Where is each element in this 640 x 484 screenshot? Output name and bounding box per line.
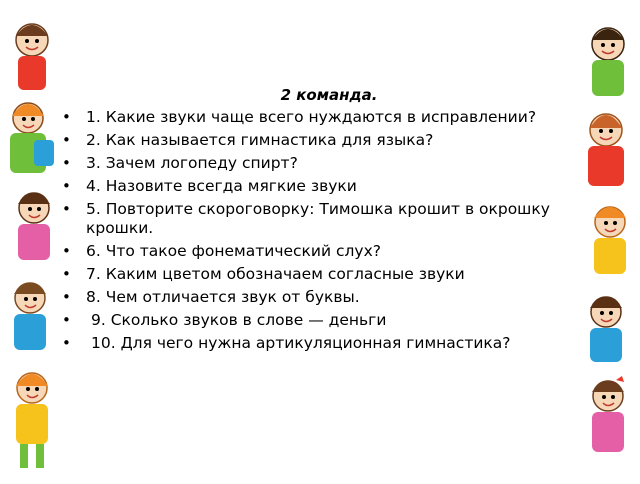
right-children-border: [574, 0, 640, 480]
bullet-icon: •: [62, 154, 71, 172]
bullet-icon: •: [62, 242, 71, 260]
question-text: 7. Каким цветом обозначаем согласные звуки: [86, 265, 465, 283]
bullet-icon: •: [62, 288, 71, 306]
cartoon-children-left-icon: [0, 0, 64, 480]
list-item: [60, 288, 560, 307]
question-text: 6. Что такое фонематический слух?: [86, 242, 381, 260]
list-item: [60, 242, 560, 261]
bullet-icon: •: [62, 108, 71, 126]
list-item: [60, 311, 560, 330]
question-text: 2. Как называется гимнастика для языка?: [86, 131, 434, 149]
bullet-icon: •: [62, 200, 71, 218]
questions-list: [60, 108, 560, 357]
bullet-icon: •: [62, 311, 71, 329]
question-text: 5. Повторите скороговорку: Тимошка крошит в окрошку крошки.: [86, 200, 550, 237]
question-text: 9. Сколько звуков в слове — деньги: [91, 311, 387, 329]
list-item: [60, 154, 560, 173]
list-item: [60, 334, 560, 353]
questions-panel: [60, 0, 578, 480]
bullet-icon: •: [62, 265, 71, 283]
question-text: 4. Назовите всегда мягкие звуки: [86, 177, 357, 195]
list-item: [60, 177, 560, 196]
bullet-icon: •: [62, 334, 71, 352]
question-text: 3. Зачем логопеду спирт?: [86, 154, 298, 172]
left-children-border: [0, 0, 64, 480]
question-text: 1. Какие звуки чаще всего нуждаются в исправлении?: [86, 108, 537, 126]
list-item: [60, 200, 560, 238]
question-text: 10. Для чего нужна артикуляционная гимнастика?: [91, 334, 511, 352]
question-text: 8. Чем отличается звук от буквы.: [86, 288, 360, 306]
list-item: [60, 265, 560, 284]
cartoon-children-right-icon: [574, 0, 640, 480]
bullet-icon: •: [62, 177, 71, 195]
page-title: 2 команда.: [280, 86, 378, 104]
list-item: [60, 108, 560, 127]
bullet-icon: •: [62, 131, 71, 149]
list-item: [60, 131, 560, 150]
